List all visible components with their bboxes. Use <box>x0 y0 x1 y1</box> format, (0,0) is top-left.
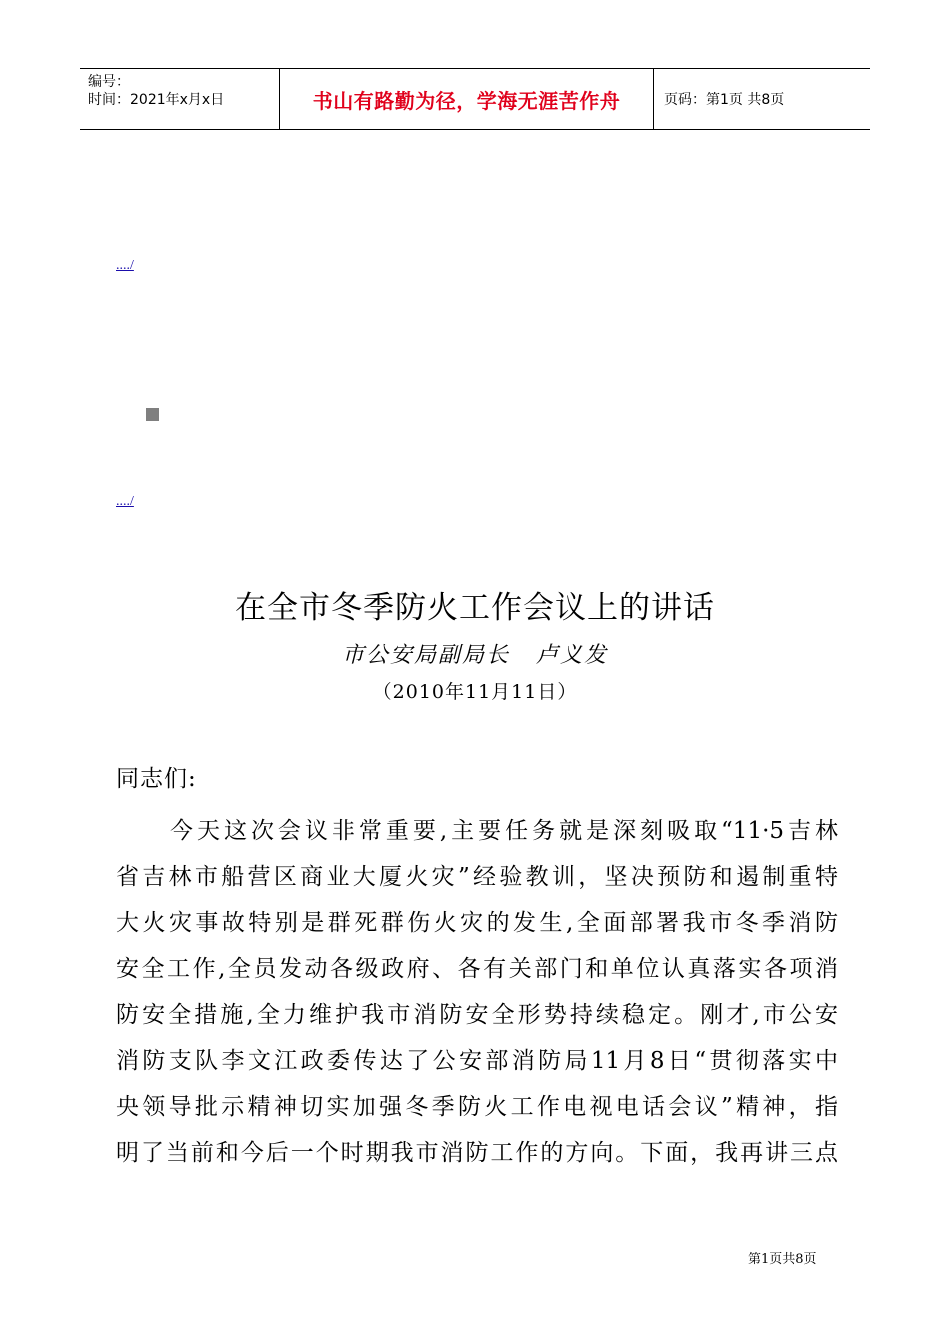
author-name: 卢义发 <box>536 643 609 668</box>
link-bottom[interactable]: ..../ <box>116 494 134 509</box>
paragraph-line: 央领导批示精神切实加强冬季防火工作电视电话会议”精神，指 <box>116 1094 838 1120</box>
paragraph-line: 消防支队李文江政委传达了公安部消防局11月8日“贯彻落实中 <box>116 1048 838 1074</box>
header-page-info: 页码：第1页 共8页 <box>664 92 785 108</box>
paragraph-line: 安全工作,全员发动各级政府、各有关部门和单位认真落实各项消 <box>116 956 838 982</box>
paragraph-line: 大火灾事故特别是群死群伤火灾的发生,全面部署我市冬季消防 <box>116 910 838 936</box>
paragraph-line: 防安全措施,全力维护我市消防安全形势持续稳定。刚才,市公安 <box>116 1002 838 1028</box>
body-paragraph <box>116 808 838 1176</box>
paragraph-line: 今天这次会议非常重要,主要任务就是深刻吸取“11·5吉林 <box>116 818 838 844</box>
link-top[interactable]: ..../ <box>116 258 134 273</box>
page-header <box>80 68 870 130</box>
paragraph-line: 明了当前和今后一个时期我市消防工作的方向。下面，我再讲三点 <box>116 1140 838 1166</box>
footer-page-info: 第1页共8页 <box>748 1252 817 1267</box>
time-label: 时间：2021年x月x日 <box>88 92 225 108</box>
author-title: 市公安局副局长 <box>341 643 510 668</box>
header-meta <box>80 69 280 129</box>
author-line <box>0 638 950 669</box>
number-label: 编号： <box>88 74 130 90</box>
paragraph-line: 省吉林市船营区商业大厦火灾”经验教训，坚决预防和遏制重特 <box>116 864 838 890</box>
header-motto: 书山有路勤为径，学海无涯苦作舟 <box>280 69 654 129</box>
greeting: 同志们: <box>116 766 197 792</box>
document-title: 在全市冬季防火工作会议上的讲话 <box>235 590 715 626</box>
speech-date: （2010年11月11日） <box>372 681 578 703</box>
square-bullet-icon <box>146 408 159 421</box>
